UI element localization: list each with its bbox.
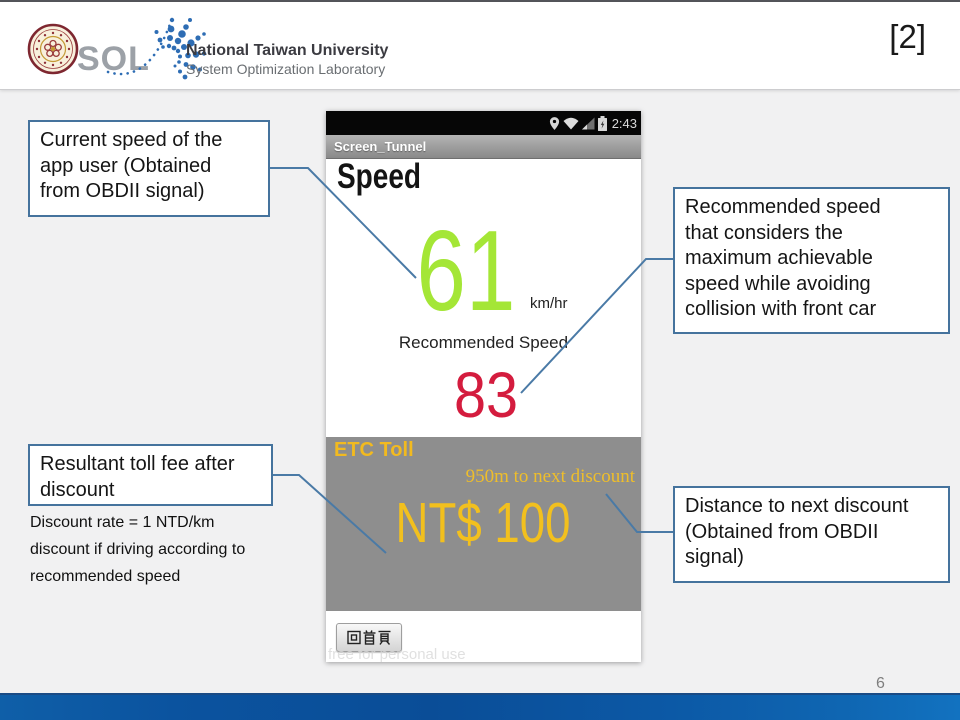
status-time: 2:43	[611, 115, 637, 131]
watermark-text: free for personal use	[328, 646, 466, 663]
recommended-speed-value: 83	[453, 359, 519, 431]
app-title: Screen_Tunnel	[334, 139, 427, 154]
signal-icon	[582, 117, 595, 130]
discount-rate-note: Discount rate = 1 NTD/km discount if driving according to recommended speed	[30, 514, 246, 585]
android-status-bar	[326, 111, 641, 135]
callout-distance-text: Distance to next discount (Obtained from OBDII signal)	[685, 495, 909, 569]
callout-current-speed	[28, 120, 270, 217]
current-speed-value: 61	[416, 208, 516, 335]
callout-recommended-speed-text: Recommended speed that considers the maximum achievable speed while avoiding collision with front car	[685, 196, 881, 321]
status-icons	[549, 111, 637, 135]
location-icon	[549, 116, 560, 131]
callout-recommended-speed	[673, 187, 950, 334]
etc-toll-panel	[326, 437, 641, 611]
etc-toll-label: ETC Toll	[334, 439, 414, 461]
battery-icon	[598, 116, 607, 131]
home-button-cjk-glyph	[347, 630, 392, 645]
callout-current-speed-text: Current speed of the app user (Obtained from OBDII signal)	[40, 129, 223, 203]
bottom-accent-bar	[0, 693, 960, 720]
callout-toll-fee-text: Resultant toll fee after discount	[40, 453, 235, 501]
lab-name: System Optimization Laboratory	[186, 61, 386, 77]
slide-header	[0, 2, 960, 90]
speed-section-title: Speed	[337, 157, 422, 196]
wifi-icon	[563, 117, 579, 130]
toll-fee-value: NT$ 100	[395, 491, 571, 555]
citation-reference: [2]	[889, 18, 926, 55]
speed-unit: km/hr	[530, 295, 568, 312]
sol-logo-text: SOL	[77, 40, 150, 78]
page-number: 6	[876, 675, 885, 692]
next-discount-distance: 950m to next discount	[465, 466, 635, 487]
recommended-speed-label: Recommended Speed	[398, 333, 569, 352]
university-name: National Taiwan University	[186, 42, 389, 59]
callout-distance	[673, 486, 950, 583]
phone-footer	[326, 611, 641, 662]
ntu-seal-icon	[27, 23, 79, 75]
app-title-bar	[326, 135, 641, 159]
callout-toll-fee	[28, 444, 273, 506]
phone-screenshot	[326, 111, 641, 662]
